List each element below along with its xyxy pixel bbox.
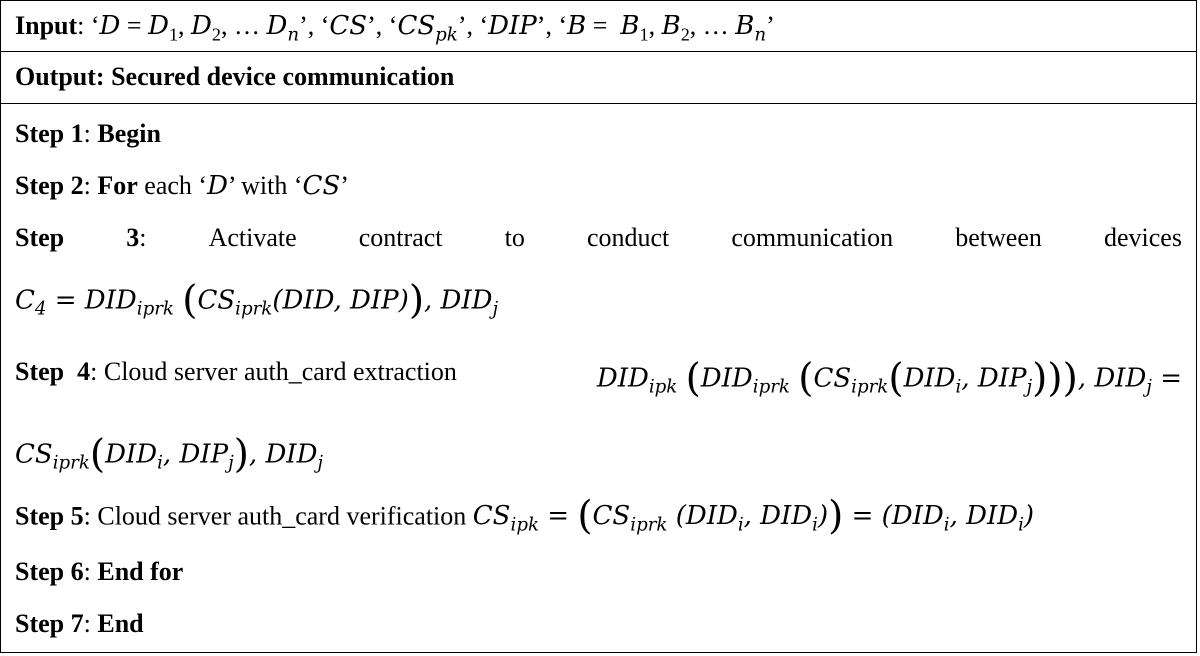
output-label: Output: Secured device communication bbox=[15, 62, 455, 91]
step-3 bbox=[15, 225, 1182, 251]
step-4-formula-cont: $CS_{iprk}(DID_i$, $DIP_j$), $DID_j$ bbox=[15, 432, 324, 477]
input-row bbox=[1, 1, 1196, 52]
step-3-word: devices bbox=[1103, 223, 1182, 252]
step-3-word: Activate bbox=[208, 223, 297, 252]
step-1: Step 1: Begin bbox=[15, 119, 161, 148]
input-line bbox=[15, 11, 1182, 46]
step-6-label: Step 6 bbox=[15, 557, 84, 586]
step-1-label: Step 1 bbox=[15, 119, 84, 148]
step-5: Step 5: Cloud server auth_card verification $CS_{ipk} = (CS_{iprk}$ ($DID_i$, $DID_i)) = (DID_i$, $DID_i$) bbox=[15, 494, 1035, 539]
step-3-word: to bbox=[504, 223, 525, 252]
step-3-word: between bbox=[955, 223, 1042, 252]
output-row bbox=[1, 51, 1196, 104]
step-7: Step 7: End bbox=[15, 609, 144, 638]
step-7-text: End bbox=[97, 609, 144, 638]
input-formula: : ‘$D = D_1$, $D_2$, … $D_n$’, ‘CS’, ‘$CS_{pk}$’, ‘DIP’, ‘$B = B_1$, $B_2$, … $B_n$’ bbox=[77, 11, 775, 46]
step-4-heading: Step 4: Cloud server auth_card extraction bbox=[15, 357, 457, 386]
step-7-label: Step 7 bbox=[15, 609, 84, 638]
input-label: Input bbox=[15, 11, 78, 40]
step-4 bbox=[15, 356, 1182, 401]
step-4-text: Cloud server auth_card extraction bbox=[103, 357, 457, 386]
step-3-label: Step bbox=[15, 223, 65, 252]
step-6: Step 6: End for bbox=[15, 557, 184, 586]
step-2-label: Step 2 bbox=[15, 171, 84, 200]
step-3-word: communication bbox=[731, 223, 894, 252]
step-3-number: 3: bbox=[126, 223, 147, 252]
step-3-word: contract bbox=[358, 223, 443, 252]
step-2-text: each ‘D’ with ‘CS’ bbox=[144, 171, 349, 201]
step-3-word: conduct bbox=[586, 223, 670, 252]
step-2: Step 2: For each ‘D’ with ‘CS’ bbox=[15, 171, 349, 201]
step-3-formula: $C_4 = DID_{iprk}$ ($CS_{iprk}(DID$, DIP)), $DID_j$ bbox=[15, 278, 499, 323]
step-4-formula: $DID_{ipk}$ ($DID_{iprk}$ ($CS_{iprk}(DID_i$, $DIP_j$))), $DID_j$ = bbox=[596, 356, 1182, 401]
step-3-heading bbox=[15, 225, 64, 251]
step-5-text: Cloud server auth_card verification bbox=[97, 501, 467, 531]
step-5-formula: $CS_{ipk} = (CS_{iprk}$ ($DID_i$, $DID_i)) = (DID_i$, $DID_i$) bbox=[472, 494, 1035, 539]
step-2-keyword: For bbox=[97, 171, 138, 200]
step-1-text: Begin bbox=[97, 119, 161, 148]
step-4-label: Step bbox=[15, 357, 65, 386]
step-5-label: Step 5 bbox=[15, 501, 84, 531]
step-6-text: End for bbox=[97, 557, 184, 586]
